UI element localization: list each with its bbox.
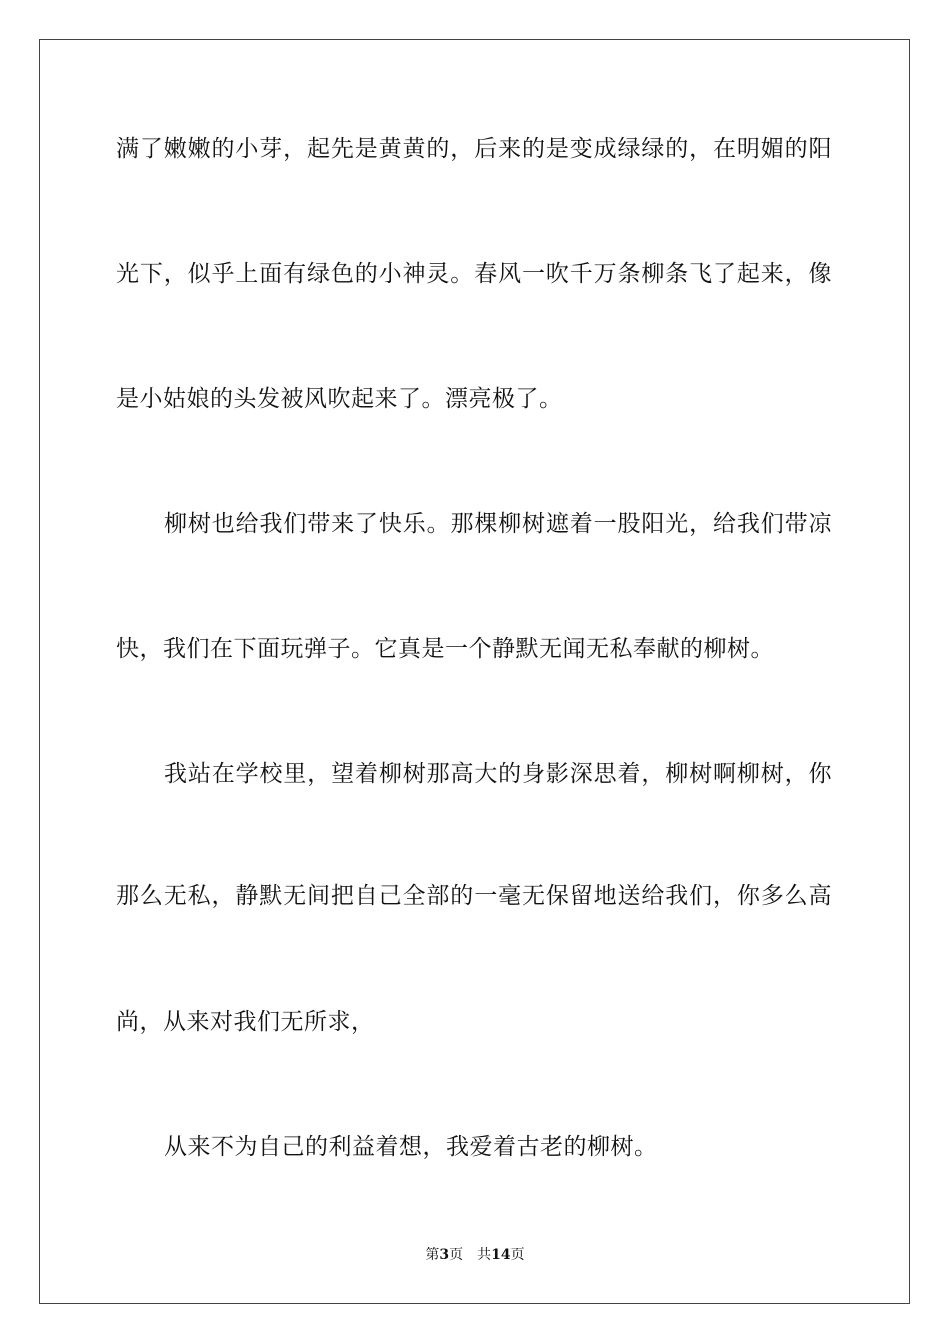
body-text-line: 我站在学校里，望着柳树那高大的身影深思着，柳树啊柳树，你 <box>164 761 832 787</box>
body-text-line: 快，我们在下面玩弹子。它真是一个静默无闻无私奉献的柳树。 <box>116 636 774 662</box>
page-border <box>39 39 910 1304</box>
body-text-line: 光下，似乎上面有绿色的小神灵。春风一吹千万条柳条飞了起来，像 <box>116 261 832 287</box>
body-text-line: 尚，从来对我们无所求， <box>116 1009 375 1035</box>
total-label-suffix: 页 <box>510 1247 525 1263</box>
total-label-prefix: 共 <box>477 1247 492 1263</box>
page-label-suffix: 页 <box>449 1247 464 1263</box>
body-text-line: 从来不为自己的利益着想，我爱着古老的柳树。 <box>164 1134 658 1160</box>
total-pages: 14 <box>491 1247 511 1263</box>
body-text-line: 满了嫩嫩的小芽，起先是黄黄的，后来的是变成绿绿的，在明媚的阳 <box>116 136 832 162</box>
page-footer <box>0 1246 950 1264</box>
page-number: 3 <box>439 1247 450 1263</box>
body-text-line: 那么无私，静默无间把自己全部的一毫无保留地送给我们，你多么高 <box>116 883 832 909</box>
body-text-line: 是小姑娘的头发被风吹起来了。漂亮极了。 <box>116 386 563 412</box>
page-label-prefix: 第 <box>425 1247 440 1263</box>
body-text-line: 柳树也给我们带来了快乐。那棵柳树遮着一股阳光，给我们带凉 <box>164 511 832 537</box>
